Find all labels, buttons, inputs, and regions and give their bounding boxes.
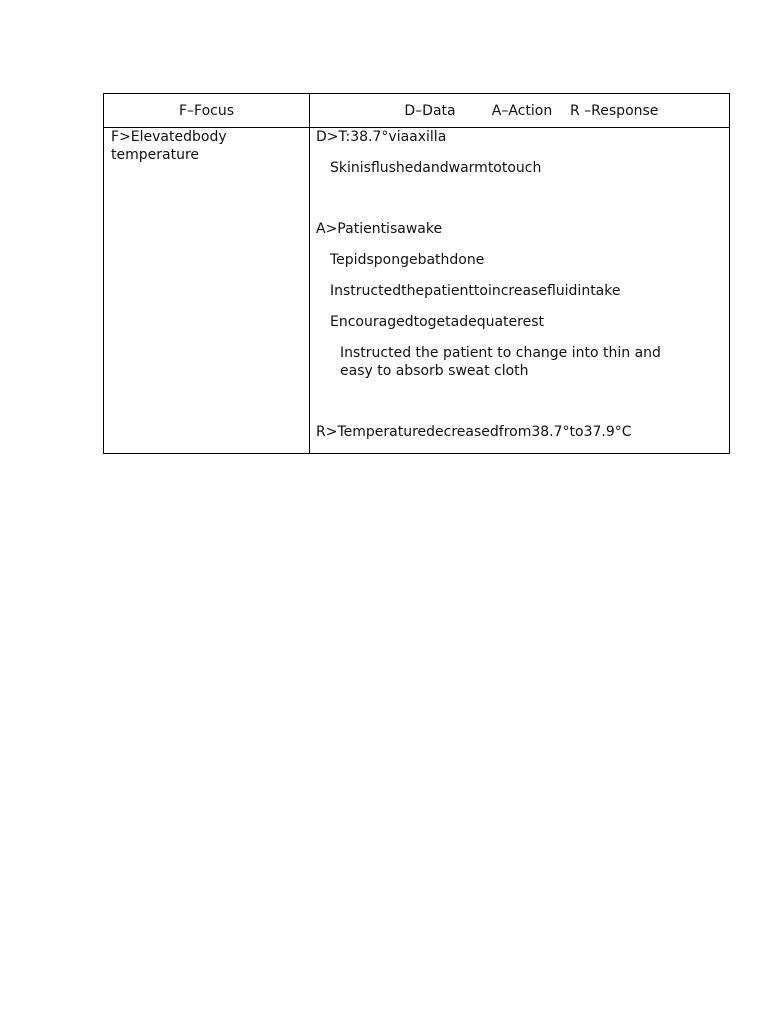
data-entry [316,128,446,146]
header-dar [310,94,730,128]
data-item: Skinisflushedandwarmtotouch [330,160,542,176]
focus-tag: F [111,129,120,145]
action-item: Tepidspongebathdone [330,252,485,268]
focus-text: >Elevatedbody temperature [111,129,227,163]
action-item: Instructedthepatienttoincreasefluidintake [330,283,621,299]
focus-cell [104,128,310,454]
response-tag: R [316,424,326,440]
header-action: A–Action [491,102,553,119]
focus-entry [111,128,241,164]
fdar-table [103,93,730,454]
header-response: R –Response [570,102,659,119]
data-tag: D [316,129,327,145]
header-focus: F–Focus [104,94,310,128]
action-entry [316,220,442,238]
response-first: >Temperaturedecreasedfrom38.7°to37.9°C [325,424,632,440]
table-row [104,128,730,454]
dar-cell [310,128,730,454]
action-tag: A [316,221,326,237]
data-first: >T:38.7°viaaxilla [326,129,447,145]
action-item: Instructed the patient to change into thin and easy to absorb sweat cloth [340,345,661,379]
header-data: D–Data [404,102,456,119]
action-item: Encouragedtogetadequaterest [330,314,544,330]
action-first: >Patientisawake [325,221,443,237]
table-header-row [104,94,730,128]
response-entry [316,423,632,441]
